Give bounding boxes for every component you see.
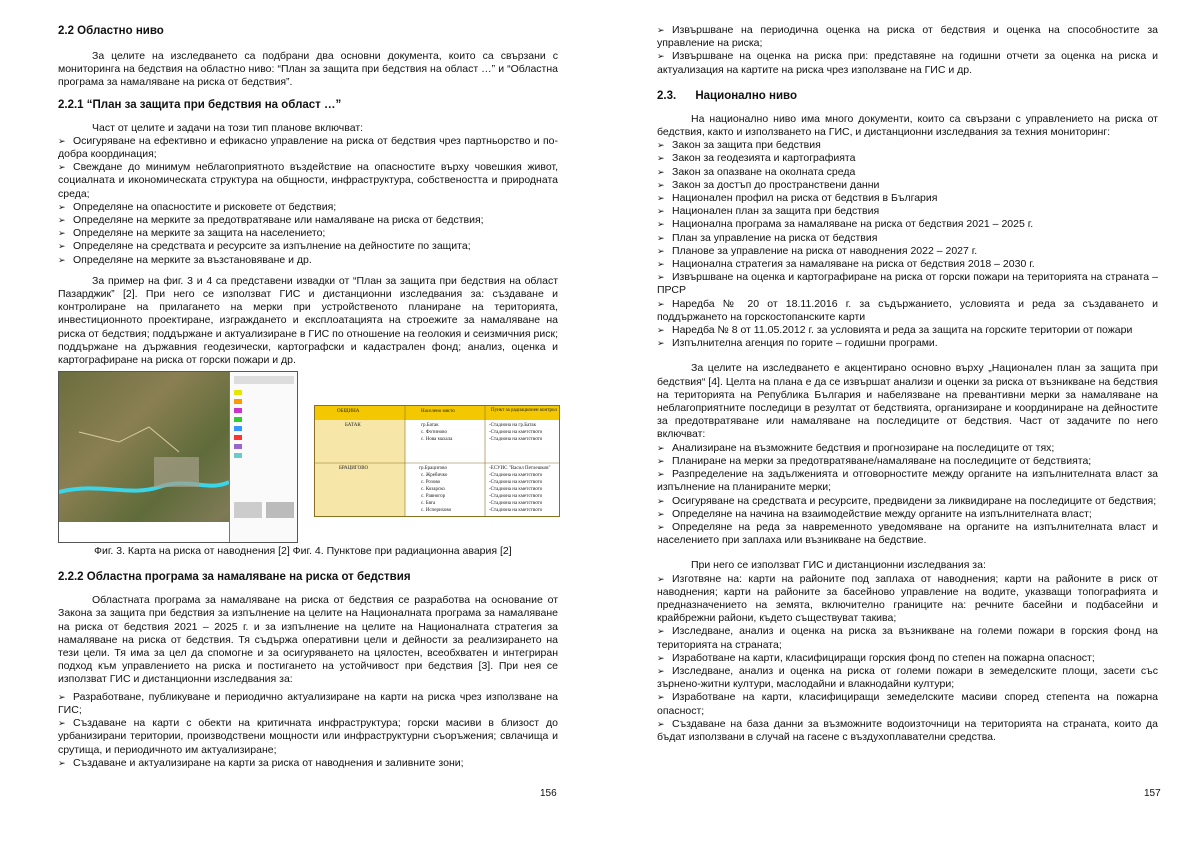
list-item: ➢ Наредба № 8 от 11.05.2012 г. за условията и реда за защита на горските територии от пожари	[657, 324, 1133, 337]
left-column	[58, 24, 558, 770]
list-item: ➢ Осигуряване на ефективно и ефикасно управление на риска от бедствия чрез партньорство и по-добра координация;	[58, 134, 558, 161]
national-intro: На национално ниво има много документи, които са свързани с управлението на риска от бедствия, както и използването на ГИС, и дистанционни изследвания за техния мониторинг:	[657, 112, 1158, 139]
arrow-bullet-icon: ➢	[657, 495, 665, 506]
table-cell: с. Фотиново	[421, 430, 447, 436]
arrow-bullet-icon: ➢	[657, 665, 665, 676]
plan-lead: Част от целите и задачи на този тип планове включват:	[92, 121, 364, 134]
arrow-bullet-icon: ➢	[657, 626, 665, 637]
table-cell: гр.Брацигово	[419, 466, 447, 472]
legend-header	[234, 376, 294, 384]
section-title-national: 2.3. Национално ниво	[657, 89, 797, 102]
map-legend-drawing	[230, 372, 298, 542]
legend-logo	[234, 502, 262, 518]
table-cell: -Стадиона на кметството	[489, 487, 543, 493]
arrow-bullet-icon: ➢	[657, 179, 665, 190]
list-item: ➢ Национална стратегия за намаляване на риска от бедствия 2018 – 2030 г.	[657, 258, 1035, 271]
legend-logo	[266, 502, 294, 518]
national-docs-list	[657, 139, 1158, 350]
list-item: ➢ Разработване, публикуване и периодично актуализиране на карти на риска чрез използване на ГИС;	[58, 690, 558, 716]
table-cell: -Стадиона на кметството	[489, 501, 543, 507]
arrow-bullet-icon: ➢	[657, 442, 665, 453]
table-cell: с. Жребичко	[421, 473, 448, 479]
list-item: ➢ Планиране на мерки за предотвратяване/намаляване на последиците от бедствията;	[657, 454, 1092, 467]
table-header-cell: ОБЩИНА	[337, 409, 360, 415]
table-cell: БАТАК	[345, 423, 361, 429]
arrow-bullet-icon: ➢	[657, 259, 665, 270]
list-item: ➢ Национална програма за намаляване на риска от бедствия 2021 – 2025 г.	[657, 218, 1034, 231]
arrow-bullet-icon: ➢	[657, 153, 665, 164]
arrow-bullet-icon: ➢	[657, 232, 665, 243]
table-cell: -Стадиона на кметството	[489, 508, 543, 514]
table-cell: -Стадиона на кметството	[489, 480, 543, 486]
list-item: ➢ Изследване, анализ и оценка на риска за възникване на големи пожари в горския фонд на територията на страната;	[657, 625, 1158, 651]
arrow-bullet-icon: ➢	[657, 193, 665, 204]
arrow-bullet-icon: ➢	[657, 508, 665, 519]
map-legend	[229, 372, 298, 542]
arrow-bullet-icon: ➢	[657, 272, 665, 283]
list-item: ➢ Определяне на реда за навременното уведомяване на органите на изпълнителната власт и населението при заплаха или възникване на бедствие.	[657, 520, 1158, 547]
program-list	[58, 691, 558, 770]
list-item: ➢ Създаване и актуализиране на карти за риска от наводнения и заливните зони;	[58, 756, 464, 769]
page-number: 157	[1144, 788, 1161, 799]
subsection-title-plan: 2.2.1 “План за защита при бедствия на област …”	[58, 98, 342, 111]
legend-swatch	[234, 426, 242, 431]
list-item: ➢ Създаване на карти с обекти на критичната инфраструктура; горски масиви в близост до урбанизирани територии, производствени мощности или инфраструктурни съоръжения; свлачища и срутища, и периодичното им актуализиране;	[58, 717, 558, 756]
right-column	[657, 24, 1158, 744]
arrow-bullet-icon: ➢	[657, 325, 665, 336]
table-cell: с. Бяга	[421, 501, 436, 507]
list-item: ➢ Изработване на карти, класифициращи горския фонд по степен на пожарна опасност;	[657, 651, 1095, 664]
list-item: ➢ Изготвяне на: карти на районите под заплаха от наводнения; карти на районите в риск от наводнения; карти на районите за басейново управление на водите, указващи топографията и предназначението на земята, включително границите на: речните басейни и подбасейни и крайбрежни райони, където съществуват такива;	[657, 572, 1158, 625]
arrow-bullet-icon: ➢	[657, 652, 665, 663]
legend-swatch	[234, 399, 242, 404]
legend-swatch	[234, 408, 242, 413]
legend-swatch	[234, 435, 242, 440]
list-item: ➢ Изработване на карти, класифициращи земеделските масиви според степента на пожарна опасност;	[657, 691, 1158, 717]
list-item: ➢ Извършване на оценка на риска при: представяне на годишни отчети за оценка на риска и актуализация на картите на риска чрез използване на ГИС и др.	[657, 50, 1158, 76]
continued-list	[657, 24, 1158, 77]
list-item: ➢ Определяне на начина на взаимодействие между органите на изпълнителната власт;	[657, 507, 1092, 520]
list-item: ➢ Изпълнителна агенция по горите – годишни програми.	[657, 337, 938, 350]
flood-risk-map-image	[58, 371, 298, 543]
arrow-bullet-icon: ➢	[58, 241, 66, 252]
gis-lead: При него се използват ГИС и дистанционни изследвания за:	[691, 559, 986, 572]
river-line	[59, 482, 229, 492]
legend-swatch	[234, 444, 242, 449]
map-footer-strip	[59, 522, 229, 542]
right-page	[600, 0, 1200, 849]
list-item: ➢ Анализиране на възможните бедствия и прогнозиране на последиците от тях;	[657, 441, 1055, 454]
legend-swatch	[234, 417, 242, 422]
figure-caption: Фиг. 3. Карта на риска от наводнения [2] Фиг. 4. Пунктове при радиационна авария [2]	[94, 545, 512, 558]
list-item: ➢ Национален план за защита при бедствия	[657, 205, 880, 218]
page-number: 156	[540, 788, 557, 799]
national-plan-tasks-list	[657, 442, 1158, 548]
list-item: ➢ Определяне на средствата и ресурсите за изпълнение на дейностите по защита;	[58, 240, 471, 253]
arrow-bullet-icon: ➢	[58, 201, 66, 212]
legend-swatch	[234, 453, 242, 458]
arrow-bullet-icon: ➢	[657, 245, 665, 256]
list-item: ➢ Закон за достъп до пространствени данни	[657, 178, 880, 191]
arrow-bullet-icon: ➢	[58, 162, 66, 173]
list-item: ➢ Създаване на база данни за възможните водоизточници на територията на страната, които да бъдат използвани в случай на гасене с въздухоплавателни средства.	[657, 717, 1158, 743]
list-item: ➢ Планове за управление на риска от наводнения 2022 – 2027 г.	[657, 244, 978, 257]
list-item: ➢ План за управление на риска от бедствия	[657, 231, 878, 244]
list-item: ➢ Закон за геодезията и картографията	[657, 152, 856, 165]
regional-intro: За целите на изследването са подбрани два основни документа, които са свързани с мониторинга на бедствия на областно ниво: “План за защита при бедствия на област …” и “Областна програма за намаляване на риска от бедствия”.	[58, 50, 558, 89]
table-cell: с. Исперихово	[421, 508, 452, 514]
list-item: ➢ Определяне на мерките за защита на населението;	[58, 227, 326, 240]
subsection-title-program: 2.2.2 Областна програма за намаляване на риска от бедствия	[58, 571, 411, 584]
plan-example-paragraph: За пример на фиг. 3 и 4 са представени извадки от “План за защита при бедствия на област Пазарджик” [2]. При него се използват ГИС и дистанционни изследвания за: създаване и контролиране на прилагането на мерки при устройственото планиране на територията, инвестиционното проектиране, изграждането и експлоатацията на строежите за намаляване на риска от бедствия; поддържане и актуализиране в ГИС по отношение на геолокия и сеизмичния риск; поддържане на държавния геодезически, картографски и кадастрален фонд; анализ, оценка и картографиране на риска от горски пожари и др.	[58, 274, 558, 367]
list-item: ➢ Национален профил на риска от бедствия в България	[657, 192, 938, 205]
list-item: ➢ Определяне на мерките за възстановяване и др.	[58, 253, 312, 266]
plan-goals-list	[58, 135, 558, 267]
radiation-points-table-image	[314, 405, 560, 517]
table-cell: БРАЦИГОВО	[339, 466, 369, 472]
table-cell: -Стадиона на кметството	[489, 430, 543, 436]
list-item: ➢ Свеждане до минимум неблагоприятното въздействие на опасностите върху човешкия живот, социалната и икономическата структура на общности, инфраструктура, собствеността и природната среда;	[58, 161, 558, 200]
arrow-bullet-icon: ➢	[657, 51, 665, 62]
arrow-bullet-icon: ➢	[657, 140, 665, 151]
list-item: ➢ Извършване на оценка и картографиране на риска от горски пожари на територията на страната – ПРСР	[657, 271, 1158, 297]
table-cell: -Стадиона на кметството	[489, 494, 543, 500]
arrow-bullet-icon: ➢	[657, 206, 665, 217]
table-cell: с. Нова махала	[421, 437, 453, 443]
arrow-bullet-icon: ➢	[58, 254, 66, 265]
gis-uses-list	[657, 573, 1158, 745]
list-item: ➢ Закон за опазване на околната среда	[657, 165, 856, 178]
arrow-bullet-icon: ➢	[657, 219, 665, 230]
list-item: ➢ Наредба № 20 от 18.11.2016 г. за съдържанието, условията и реда за създаването и поддържането на горскостопанските карти	[657, 297, 1158, 323]
table-cell: с. Козарско	[421, 487, 445, 493]
list-item: ➢ Закон за защита при бедствия	[657, 139, 821, 152]
arrow-bullet-icon: ➢	[657, 455, 665, 466]
settlement-area	[154, 457, 199, 487]
figures-row	[58, 371, 558, 543]
table-cell: -Стадиона на кметството	[489, 437, 543, 443]
table-cell: -Стадиона на гр.Батак	[489, 423, 537, 429]
arrow-bullet-icon: ➢	[58, 718, 66, 729]
arrow-bullet-icon: ➢	[657, 166, 665, 177]
arrow-bullet-icon: ➢	[657, 25, 665, 35]
table-cell: -ЕСУИС "Васил Петлешков"	[489, 466, 551, 472]
legend-swatch	[234, 390, 242, 395]
arrow-bullet-icon: ➢	[657, 692, 665, 703]
table-cell: гр.Батак	[421, 423, 439, 429]
table-cell: с. Равногор	[421, 494, 446, 500]
arrow-bullet-icon: ➢	[657, 573, 665, 584]
table-header-cell: Пункт за радиационен контрол	[491, 408, 557, 414]
table-header-cell: Населено място	[421, 409, 455, 415]
program-paragraph: Областната програма за намаляване на риска от бедствия се разработва на основание от Закона за защита при бедствия за изпълнение на целите на Националната програма за намаляване на риска от бедствия 2021 – 2025 г. и за изпълнение на целите на Националната стратегия за намаляване на риска от бедствия. Тя съдържа оперативни цели и дейности за реализирането на тези цели. Тя има за цел да спомогне и за осигуряването на цялостен, всеобхватен и интегриран подход към управлението на риска и постигането на устойчивост при бедствия [3]. При нея се използват ГИС и дистанционни изследвания за:	[58, 594, 558, 686]
table-cell: с. Розово	[421, 480, 441, 486]
section-title-regional: 2.2 Областно ниво	[58, 25, 164, 37]
arrow-bullet-icon: ➢	[58, 135, 66, 146]
arrow-bullet-icon: ➢	[58, 757, 66, 768]
table-cell: -Стадиона на кметството	[489, 473, 543, 479]
list-item: ➢ Определяне на опасностите и рисковете от бедствия;	[58, 200, 337, 213]
arrow-bullet-icon: ➢	[657, 298, 665, 309]
list-item: ➢ Разпределение на задълженията и отговорностите между органите на изпълнителната власт за изпълнение на планираните мерки;	[657, 468, 1158, 494]
arrow-bullet-icon: ➢	[657, 338, 665, 349]
list-item: ➢ Извършване на периодична оценка на риска от бедствия и оценка на способностите за управление на риска;	[657, 24, 1158, 50]
arrow-bullet-icon: ➢	[657, 469, 665, 480]
arrow-bullet-icon: ➢	[58, 215, 66, 226]
road-line	[79, 427, 179, 452]
arrow-bullet-icon: ➢	[657, 718, 665, 729]
list-item: ➢ Осигуряване на средствата и ресурсите, предвидени за ликвидиране на последиците от бедствия;	[657, 494, 1157, 507]
arrow-bullet-icon: ➢	[657, 521, 665, 532]
arrow-bullet-icon: ➢	[58, 691, 66, 702]
list-item: ➢ Изследване, анализ и оценка на риска от големи пожари в земеделските площи, засети със зърнено-житни култури, маслодайни и влакнодайни култури;	[657, 664, 1158, 691]
arrow-bullet-icon: ➢	[58, 228, 66, 239]
list-item: ➢ Определяне на мерките за предотвратяване или намаляване на риска от бедствия;	[58, 214, 484, 227]
national-plan-paragraph: За целите на изследването е акцентирано основно върху „Национален план за защита при бедствия“ [4]. Целта на плана е да се извършат анализи и оценки за риска от възникване на бедствия на територията на Република България и набелязване на превантивни мерки за намаляване на неблагоприятните последици в резултат от бедствията, организиране и координиране на дейностите за предотвратяване или намаляване на последиците от бедствия. Част от задачите по него включват:	[657, 362, 1158, 441]
